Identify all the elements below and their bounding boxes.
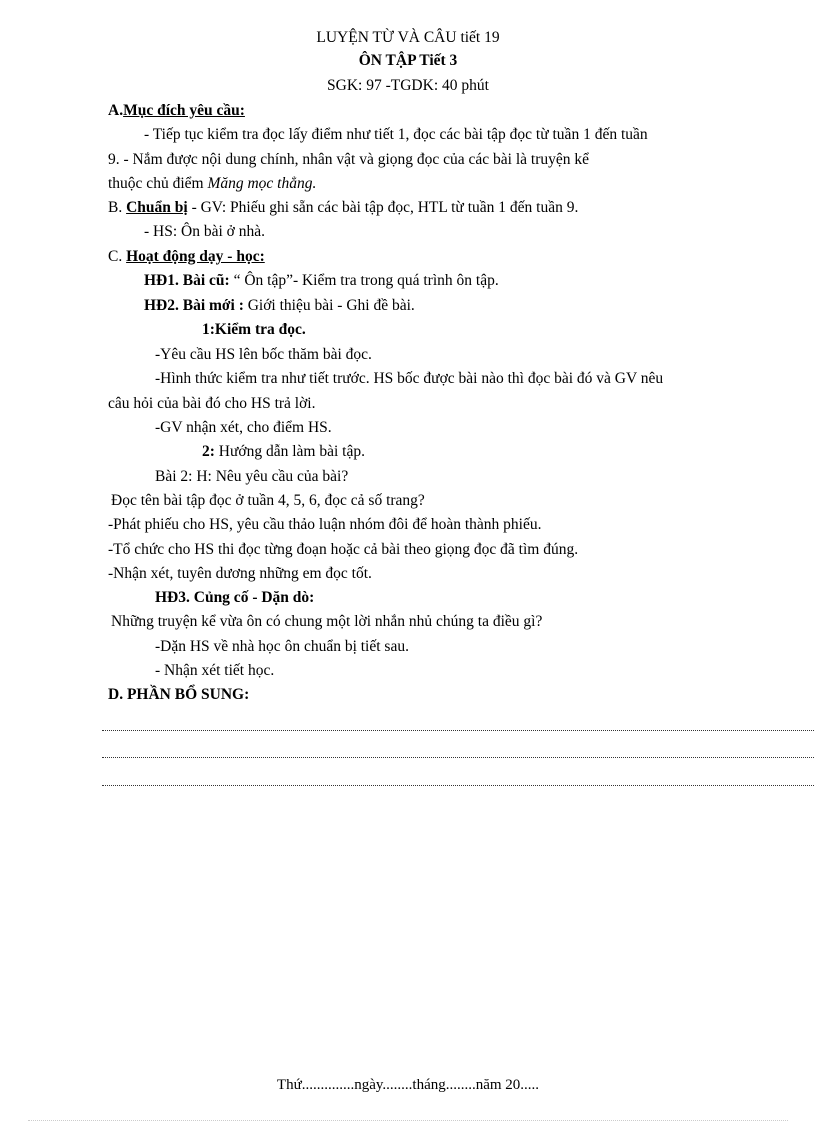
subject-title: LUYỆN TỪ VÀ CÂU tiết 19 (316, 29, 500, 46)
supplement-line-2 (102, 757, 814, 758)
step-line-2b: câu hỏi của bài đó cho HS trả lời. (108, 395, 316, 412)
section-a-line-3 (108, 174, 316, 194)
section-c-prefix: C. (108, 248, 127, 265)
step-line-6: -Phát phiếu cho HS, yêu cầu thảo luận nhóm đôi để hoàn thành phiếu. (108, 516, 542, 533)
section-a-line-3-text: thuộc chủ điểm (108, 175, 208, 192)
supplement-line-3 (102, 785, 814, 786)
activity-1 (144, 271, 499, 291)
section-a-line-1: - Tiếp tục kiểm tra đọc lấy điểm như tiết 1, đọc các bài tập đọc từ tuần 1 đến tuần (144, 126, 648, 143)
section-c-heading (108, 247, 265, 267)
step-line-3: -GV nhận xét, cho điểm HS. (155, 419, 332, 436)
page-bottom-divider (28, 1120, 788, 1121)
supplement-line-1 (102, 730, 814, 731)
lesson-meta: SGK: 97 -TGDK: 40 phút (327, 77, 489, 94)
lesson-title: ÔN TẬP Tiết 3 (358, 52, 458, 69)
section-a-prefix: A. (108, 102, 124, 119)
activity-2-text: Giới thiệu bài - Ghi đề bài. (243, 297, 415, 314)
date-footer: Thứ..............ngày........tháng........năm 20..... (276, 1077, 540, 1093)
step-line-8: -Nhận xét, tuyên dương những em đọc tốt. (108, 565, 372, 582)
section-a-line-2: 9. - Nắm được nội dung chính, nhân vật và giọng đọc của các bài là truyện kể (108, 151, 590, 168)
subheading-2-text: Hướng dẫn làm bài tập. (214, 443, 365, 460)
step-line-9: Những truyện kể vừa ôn có chung một lời nhắn nhủ chúng ta điều gì? (111, 613, 543, 630)
activity-1-label: HĐ1. Bài cũ: (144, 272, 230, 289)
step-line-1: -Yêu cầu HS lên bốc thăm bài đọc. (155, 346, 372, 363)
section-b-heading (108, 198, 578, 218)
activity-2-label: HĐ2. Bài mới : (144, 297, 244, 314)
step-line-10: -Dặn HS về nhà học ôn chuẩn bị tiết sau. (155, 638, 409, 655)
exercise-2: Bài 2: H: Nêu yêu cầu của bài? (155, 468, 349, 485)
step-line-11: - Nhận xét tiết học. (155, 662, 275, 679)
section-b-title: Chuẩn bị (126, 199, 188, 216)
section-b-gv: - GV: Phiếu ghi sẵn các bài tập đọc, HTL từ tuần 1 đến tuần 9. (187, 199, 579, 216)
section-c-title: Hoạt động dạy - học: (126, 248, 265, 265)
subheading-2 (202, 442, 365, 462)
activity-3: HĐ3. Củng cố - Dặn dò: (155, 589, 315, 606)
activity-2 (144, 296, 415, 316)
subheading-2-number: 2: (202, 443, 215, 460)
section-a-title: Mục đích yêu cầu: (123, 102, 245, 119)
step-line-2a: -Hình thức kiểm tra như tiết trước. HS bốc được bài nào thì đọc bài đó và GV nêu (155, 370, 664, 387)
step-line-7: -Tổ chức cho HS thi đọc từng đoạn hoặc cả bài theo giọng đọc đã tìm đúng. (108, 541, 579, 558)
section-b-prefix: B. (108, 199, 127, 216)
section-b-hs: - HS: Ôn bài ở nhà. (144, 223, 265, 240)
section-a-heading (108, 101, 245, 121)
theme-name: Măng mọc thẳng. (207, 175, 317, 192)
step-line-5: Đọc tên bài tập đọc ở tuần 4, 5, 6, đọc cả số trang? (111, 492, 425, 509)
activity-1-text: “ Ôn tập”- Kiểm tra trong quá trình ôn tập. (229, 272, 499, 289)
section-d-heading: D. PHẦN BỔ SUNG: (108, 686, 250, 703)
subheading-1: 1:Kiểm tra đọc. (202, 321, 306, 338)
